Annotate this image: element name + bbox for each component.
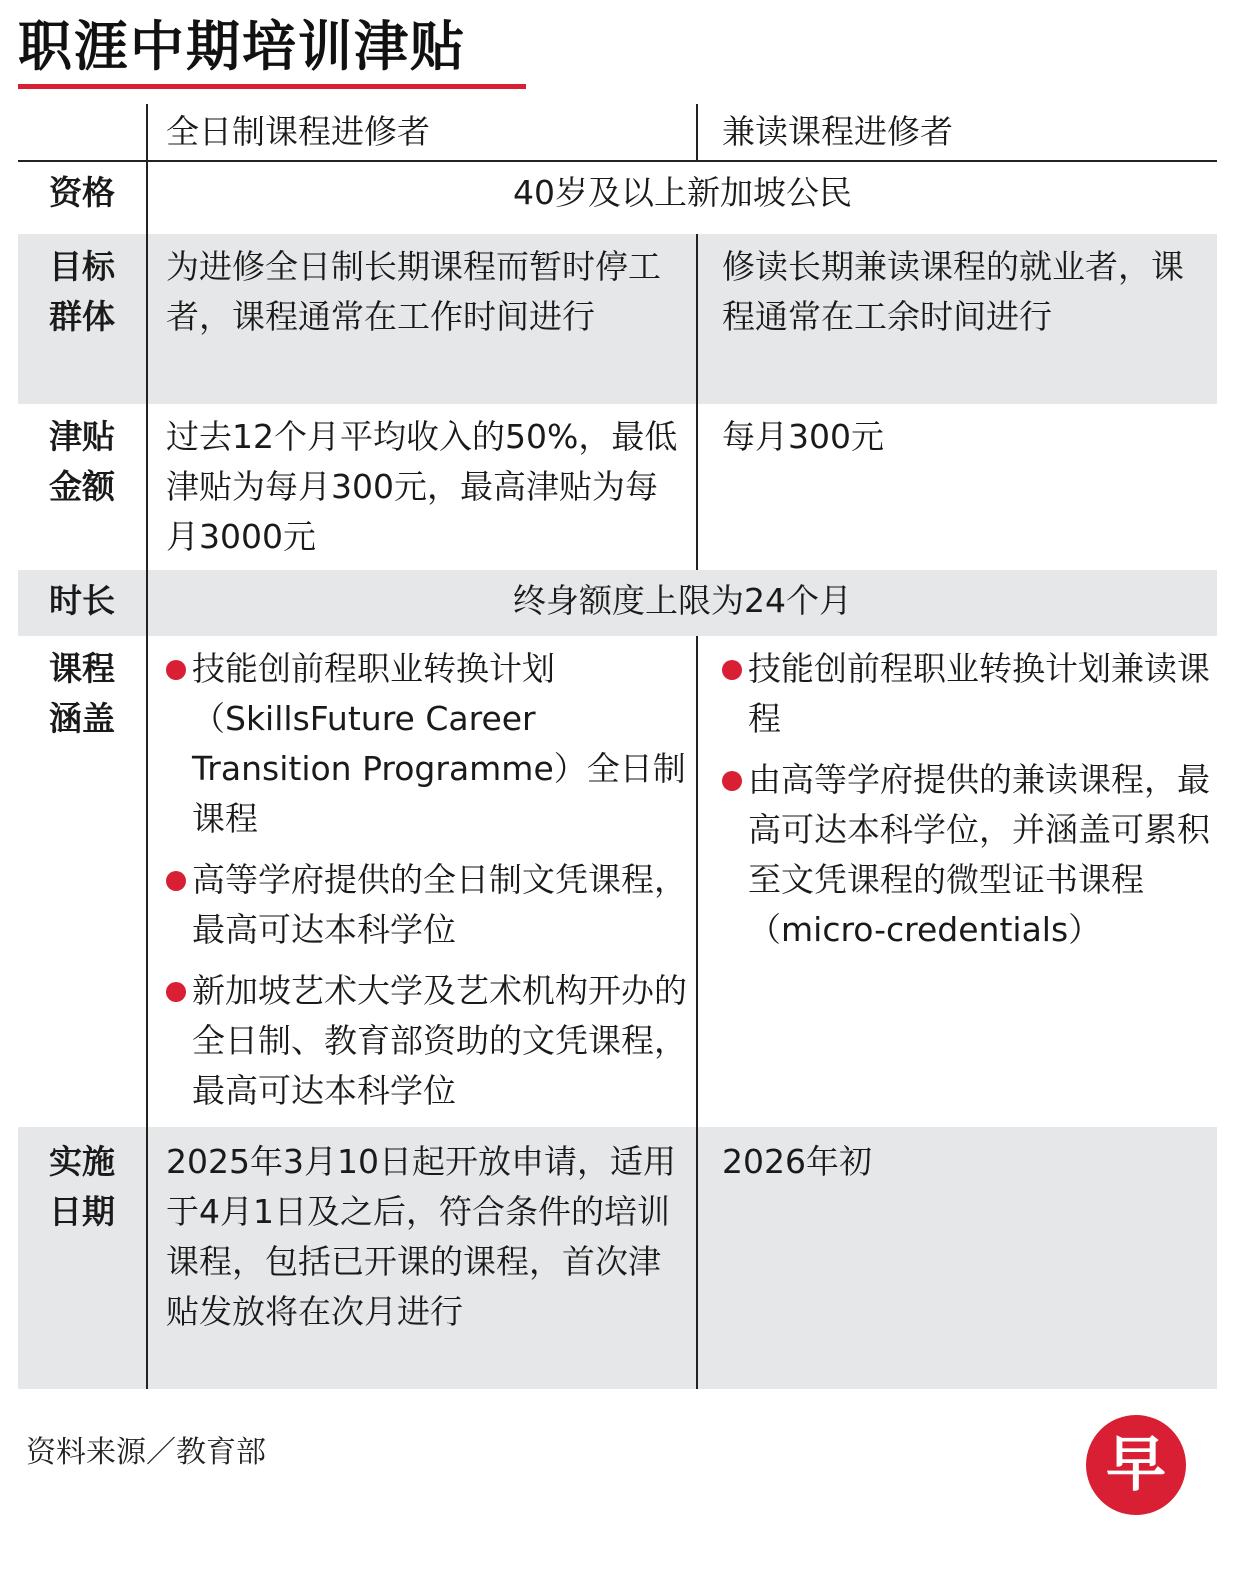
list-item <box>722 644 1211 744</box>
zaobao-logo-icon <box>1084 1413 1188 1517</box>
row-eligibility <box>18 161 1217 234</box>
subsidy-table <box>18 104 1217 1389</box>
target-part-time: 修读长期兼读课程的就业者，课程通常在工余时间进行 <box>697 234 1217 404</box>
coverage-full-time-list <box>166 644 688 1116</box>
duration-value: 终身额度上限为24个月 <box>147 570 1217 636</box>
list-item-text: 技能创前程职业转换计划（SkillsFuture Career Transition Programme）全日制课程 <box>192 649 686 838</box>
list-item <box>166 644 688 844</box>
bullet-dot-icon <box>722 771 742 791</box>
list-item <box>166 855 688 955</box>
row-label-eligibility: 资格 <box>49 173 115 212</box>
row-amount <box>18 404 1217 570</box>
row-coverage <box>18 636 1217 1127</box>
header-part-time: 兼读课程进修者 <box>697 104 1217 161</box>
list-item-text: 新加坡艺术大学及艺术机构开办的全日制、教育部资助的文凭课程，最高可达本科学位 <box>192 971 687 1110</box>
header-full-time: 全日制课程进修者 <box>147 104 697 161</box>
list-item-text: 技能创前程职业转换计划兼读课程 <box>748 649 1210 738</box>
row-label-coverage <box>18 636 147 1127</box>
target-full-time: 为进修全日制长期课程而暂时停工者，课程通常在工作时间进行 <box>147 234 697 404</box>
header-blank <box>18 104 147 161</box>
row-label-text: 目标群体 <box>49 247 115 336</box>
bullet-dot-icon <box>166 871 186 891</box>
amount-full-time: 过去12个月平均收入的50%，最低津贴为每月300元，最高津贴为每月3000元 <box>147 404 697 570</box>
implementation-full-time: 2025年3月10日起开放申请，适用于4月1日及之后，符合条件的培训课程，包括已开课的课程，首次津贴发放将在次月进行 <box>147 1127 697 1389</box>
list-item-text: 由高等学府提供的兼读课程，最高可达本科学位，并涵盖可累积至文凭课程的微型证书课程（micro-credentials） <box>748 760 1210 949</box>
logo-glyph: 早 <box>1106 1430 1166 1500</box>
amount-part-time: 每月300元 <box>697 404 1217 570</box>
bullet-dot-icon <box>722 660 742 680</box>
list-item <box>166 966 688 1116</box>
row-implementation <box>18 1127 1217 1389</box>
implementation-part-time: 2026年初 <box>697 1127 1217 1389</box>
row-label-text: 课程涵盖 <box>49 649 115 738</box>
row-duration <box>18 570 1217 636</box>
page-title: 职涯中期培训津贴 <box>18 15 466 78</box>
eligibility-value: 40岁及以上新加坡公民 <box>147 161 1217 234</box>
list-item <box>722 755 1211 955</box>
row-label-target-group <box>18 234 147 404</box>
title-underline <box>18 84 526 89</box>
bullet-dot-icon <box>166 982 186 1002</box>
row-label-duration: 时长 <box>18 570 147 636</box>
list-item-text: 高等学府提供的全日制文凭课程，最高可达本科学位 <box>192 860 687 949</box>
row-label-implementation <box>18 1127 147 1389</box>
coverage-part-time <box>697 636 1217 1127</box>
source-note: 资料来源／教育部 <box>26 1435 266 1470</box>
row-label-text: 实施日期 <box>49 1142 115 1231</box>
row-target-group <box>18 234 1217 404</box>
bullet-dot-icon <box>166 660 186 680</box>
row-label-text: 津贴金额 <box>49 417 115 506</box>
row-label-amount <box>18 404 147 570</box>
coverage-full-time <box>147 636 697 1127</box>
header-row <box>18 104 1217 161</box>
coverage-part-time-list <box>722 644 1211 955</box>
